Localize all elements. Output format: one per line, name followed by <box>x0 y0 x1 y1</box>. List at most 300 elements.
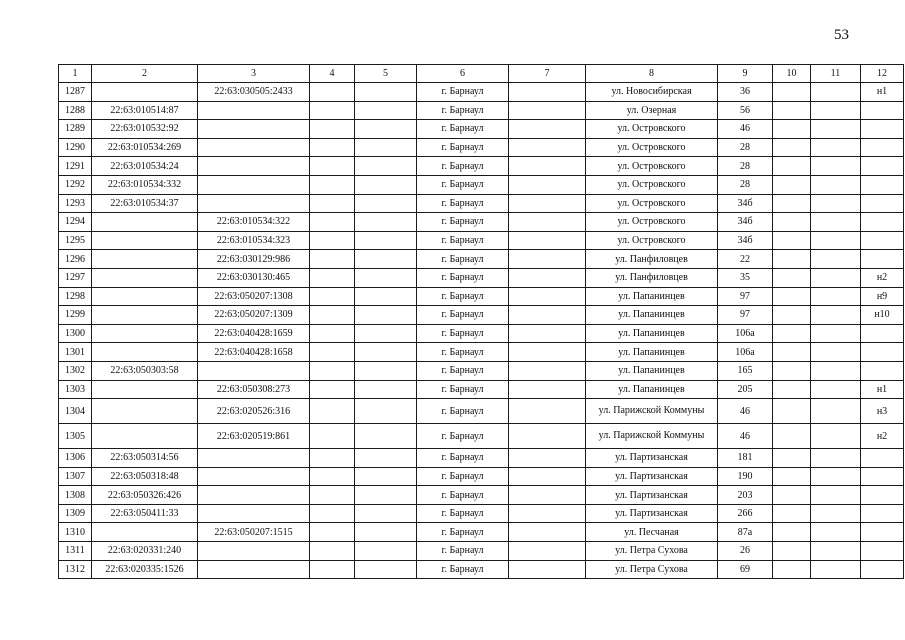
street-cell: ул. Островского <box>586 138 718 157</box>
house-number-cell: 36 <box>718 83 773 102</box>
col-10-cell <box>773 120 811 139</box>
row-number-cell: 1297 <box>59 268 92 287</box>
column-header-1: 1 <box>59 65 92 83</box>
house-number-cell: 190 <box>718 467 773 486</box>
house-number-cell: 35 <box>718 268 773 287</box>
cadastral-number-a-cell: 22:63:010532:92 <box>92 120 198 139</box>
cadastral-number-a-cell: 22:63:010534:37 <box>92 194 198 213</box>
col-5-cell <box>355 486 417 505</box>
col-11-cell <box>811 250 861 269</box>
cadastral-number-a-cell <box>92 380 198 399</box>
table-row <box>59 399 904 424</box>
col-4-cell <box>310 120 355 139</box>
col-5-cell <box>355 213 417 232</box>
table-row <box>59 250 904 269</box>
street-cell: ул. Озерная <box>586 101 718 120</box>
col-10-cell <box>773 380 811 399</box>
street-cell: ул. Островского <box>586 157 718 176</box>
col-7-cell <box>509 560 586 579</box>
cadastral-number-b-cell <box>198 504 310 523</box>
table-row <box>59 361 904 380</box>
note-cell <box>861 504 904 523</box>
col-4-cell <box>310 268 355 287</box>
col-5-cell <box>355 157 417 176</box>
note-cell <box>861 157 904 176</box>
row-number-cell: 1306 <box>59 449 92 468</box>
city-cell: г. Барнаул <box>417 268 509 287</box>
cadastral-number-a-cell: 22:63:020335:1526 <box>92 560 198 579</box>
col-10-cell <box>773 523 811 542</box>
table-row <box>59 175 904 194</box>
col-4-cell <box>310 213 355 232</box>
street-cell: ул. Петра Сухова <box>586 560 718 579</box>
city-cell: г. Барнаул <box>417 523 509 542</box>
city-cell: г. Барнаул <box>417 399 509 424</box>
street-cell: ул. Парижской Коммуны <box>586 399 718 424</box>
table-row <box>59 523 904 542</box>
city-cell: г. Барнаул <box>417 486 509 505</box>
city-cell: г. Барнаул <box>417 467 509 486</box>
cadastral-number-a-cell: 22:63:010534:332 <box>92 175 198 194</box>
col-5-cell <box>355 343 417 362</box>
col-11-cell <box>811 175 861 194</box>
cadastral-number-a-cell: 22:63:010514:87 <box>92 101 198 120</box>
table-row <box>59 138 904 157</box>
col-4-cell <box>310 523 355 542</box>
house-number-cell: 106а <box>718 343 773 362</box>
col-7-cell <box>509 424 586 449</box>
col-11-cell <box>811 542 861 561</box>
row-number-cell: 1294 <box>59 213 92 232</box>
city-cell: г. Барнаул <box>417 306 509 325</box>
city-cell: г. Барнаул <box>417 542 509 561</box>
note-cell: н9 <box>861 287 904 306</box>
cadastral-number-b-cell: 22:63:030130:465 <box>198 268 310 287</box>
row-number-cell: 1302 <box>59 361 92 380</box>
col-10-cell <box>773 250 811 269</box>
col-10-cell <box>773 449 811 468</box>
row-number-cell: 1304 <box>59 399 92 424</box>
col-7-cell <box>509 250 586 269</box>
col-7-cell <box>509 101 586 120</box>
col-10-cell <box>773 324 811 343</box>
street-cell: ул. Папанинцев <box>586 324 718 343</box>
note-cell <box>861 120 904 139</box>
table-row <box>59 83 904 102</box>
col-11-cell <box>811 380 861 399</box>
header-row <box>59 65 904 83</box>
city-cell: г. Барнаул <box>417 83 509 102</box>
house-number-cell: 28 <box>718 138 773 157</box>
column-header-11: 11 <box>811 65 861 83</box>
col-10-cell <box>773 467 811 486</box>
row-number-cell: 1312 <box>59 560 92 579</box>
cadastral-number-b-cell <box>198 175 310 194</box>
city-cell: г. Барнаул <box>417 560 509 579</box>
cadastral-number-b-cell <box>198 486 310 505</box>
table-row <box>59 467 904 486</box>
row-number-cell: 1298 <box>59 287 92 306</box>
city-cell: г. Барнаул <box>417 380 509 399</box>
cadastral-number-b-cell <box>198 194 310 213</box>
col-4-cell <box>310 361 355 380</box>
col-7-cell <box>509 287 586 306</box>
note-cell <box>861 486 904 505</box>
cadastral-number-a-cell <box>92 250 198 269</box>
row-number-cell: 1296 <box>59 250 92 269</box>
city-cell: г. Барнаул <box>417 120 509 139</box>
street-cell: ул. Панфиловцев <box>586 268 718 287</box>
col-7-cell <box>509 467 586 486</box>
col-11-cell <box>811 467 861 486</box>
house-number-cell: 34б <box>718 231 773 250</box>
cadastral-number-b-cell <box>198 560 310 579</box>
cadastral-number-a-cell <box>92 399 198 424</box>
col-4-cell <box>310 231 355 250</box>
col-11-cell <box>811 231 861 250</box>
house-number-cell: 28 <box>718 157 773 176</box>
cadastral-number-b-cell: 22:63:030129:986 <box>198 250 310 269</box>
note-cell <box>861 194 904 213</box>
cadastral-number-a-cell <box>92 306 198 325</box>
col-5-cell <box>355 361 417 380</box>
col-4-cell <box>310 560 355 579</box>
table-row <box>59 542 904 561</box>
col-5-cell <box>355 120 417 139</box>
street-cell: ул. Папанинцев <box>586 380 718 399</box>
column-header-5: 5 <box>355 65 417 83</box>
col-5-cell <box>355 560 417 579</box>
note-cell <box>861 343 904 362</box>
street-cell: ул. Парижской Коммуны <box>586 424 718 449</box>
cadastral-number-b-cell <box>198 542 310 561</box>
house-number-cell: 97 <box>718 287 773 306</box>
col-5-cell <box>355 324 417 343</box>
col-4-cell <box>310 175 355 194</box>
col-11-cell <box>811 560 861 579</box>
col-7-cell <box>509 120 586 139</box>
note-cell <box>861 231 904 250</box>
col-4-cell <box>310 399 355 424</box>
col-5-cell <box>355 250 417 269</box>
street-cell: ул. Новосибирская <box>586 83 718 102</box>
house-number-cell: 69 <box>718 560 773 579</box>
col-10-cell <box>773 486 811 505</box>
street-cell: ул. Папанинцев <box>586 361 718 380</box>
cadastral-number-b-cell: 22:63:030505:2433 <box>198 83 310 102</box>
col-7-cell <box>509 343 586 362</box>
house-number-cell: 34б <box>718 213 773 232</box>
city-cell: г. Барнаул <box>417 324 509 343</box>
note-cell: н1 <box>861 380 904 399</box>
col-4-cell <box>310 101 355 120</box>
cadastral-number-a-cell <box>92 268 198 287</box>
col-5-cell <box>355 194 417 213</box>
col-5-cell <box>355 138 417 157</box>
note-cell <box>861 213 904 232</box>
col-5-cell <box>355 380 417 399</box>
cadastral-number-b-cell: 22:63:020526:316 <box>198 399 310 424</box>
col-11-cell <box>811 523 861 542</box>
col-10-cell <box>773 343 811 362</box>
col-11-cell <box>811 138 861 157</box>
cadastral-number-b-cell: 22:63:050207:1515 <box>198 523 310 542</box>
note-cell <box>861 449 904 468</box>
street-cell: ул. Папанинцев <box>586 343 718 362</box>
cadastral-number-b-cell: 22:63:010534:323 <box>198 231 310 250</box>
col-5-cell <box>355 449 417 468</box>
col-10-cell <box>773 504 811 523</box>
street-cell: ул. Партизанская <box>586 467 718 486</box>
col-5-cell <box>355 467 417 486</box>
house-number-cell: 181 <box>718 449 773 468</box>
col-4-cell <box>310 306 355 325</box>
city-cell: г. Барнаул <box>417 231 509 250</box>
city-cell: г. Барнаул <box>417 287 509 306</box>
col-10-cell <box>773 424 811 449</box>
col-11-cell <box>811 157 861 176</box>
row-number-cell: 1300 <box>59 324 92 343</box>
col-5-cell <box>355 287 417 306</box>
col-4-cell <box>310 424 355 449</box>
col-10-cell <box>773 287 811 306</box>
table-row <box>59 101 904 120</box>
col-11-cell <box>811 194 861 213</box>
page-number: 53 <box>834 27 849 43</box>
col-5-cell <box>355 268 417 287</box>
col-10-cell <box>773 542 811 561</box>
col-11-cell <box>811 101 861 120</box>
col-10-cell <box>773 361 811 380</box>
street-cell: ул. Островского <box>586 120 718 139</box>
city-cell: г. Барнаул <box>417 361 509 380</box>
street-cell: ул. Островского <box>586 231 718 250</box>
col-5-cell <box>355 399 417 424</box>
note-cell <box>861 542 904 561</box>
city-cell: г. Барнаул <box>417 449 509 468</box>
col-5-cell <box>355 306 417 325</box>
note-cell: н1 <box>861 83 904 102</box>
cadastral-number-b-cell: 22:63:040428:1658 <box>198 343 310 362</box>
col-10-cell <box>773 231 811 250</box>
table-row <box>59 424 904 449</box>
col-5-cell <box>355 175 417 194</box>
cadastral-number-b-cell: 22:63:040428:1659 <box>198 324 310 343</box>
table-row <box>59 324 904 343</box>
cadastral-number-b-cell <box>198 138 310 157</box>
street-cell: ул. Петра Сухова <box>586 542 718 561</box>
table-row <box>59 449 904 468</box>
house-number-cell: 34б <box>718 194 773 213</box>
col-7-cell <box>509 324 586 343</box>
city-cell: г. Барнаул <box>417 424 509 449</box>
note-cell <box>861 523 904 542</box>
cadastral-number-a-cell: 22:63:010534:24 <box>92 157 198 176</box>
col-7-cell <box>509 138 586 157</box>
cadastral-number-a-cell <box>92 83 198 102</box>
column-header-3: 3 <box>198 65 310 83</box>
cadastral-number-a-cell: 22:63:050318:48 <box>92 467 198 486</box>
cadastral-number-a-cell: 22:63:050303:58 <box>92 361 198 380</box>
row-number-cell: 1311 <box>59 542 92 561</box>
cadastral-number-b-cell <box>198 449 310 468</box>
col-7-cell <box>509 194 586 213</box>
street-cell: ул. Папанинцев <box>586 287 718 306</box>
street-cell: ул. Островского <box>586 213 718 232</box>
note-cell <box>861 138 904 157</box>
city-cell: г. Барнаул <box>417 250 509 269</box>
col-4-cell <box>310 504 355 523</box>
col-5-cell <box>355 504 417 523</box>
col-10-cell <box>773 194 811 213</box>
house-number-cell: 46 <box>718 120 773 139</box>
col-11-cell <box>811 268 861 287</box>
note-cell: н3 <box>861 399 904 424</box>
row-number-cell: 1292 <box>59 175 92 194</box>
row-number-cell: 1295 <box>59 231 92 250</box>
col-11-cell <box>811 83 861 102</box>
house-number-cell: 165 <box>718 361 773 380</box>
row-number-cell: 1303 <box>59 380 92 399</box>
col-4-cell <box>310 467 355 486</box>
column-header-10: 10 <box>773 65 811 83</box>
col-4-cell <box>310 138 355 157</box>
city-cell: г. Барнаул <box>417 175 509 194</box>
col-7-cell <box>509 157 586 176</box>
cadastral-number-b-cell <box>198 361 310 380</box>
col-11-cell <box>811 504 861 523</box>
house-number-cell: 22 <box>718 250 773 269</box>
house-number-cell: 56 <box>718 101 773 120</box>
table-row <box>59 306 904 325</box>
note-cell: н10 <box>861 306 904 325</box>
col-10-cell <box>773 306 811 325</box>
row-number-cell: 1301 <box>59 343 92 362</box>
col-11-cell <box>811 449 861 468</box>
cadastral-number-a-cell <box>92 523 198 542</box>
col-4-cell <box>310 380 355 399</box>
cadastral-number-a-cell <box>92 424 198 449</box>
table-row <box>59 120 904 139</box>
cadastral-number-b-cell: 22:63:050308:273 <box>198 380 310 399</box>
col-4-cell <box>310 83 355 102</box>
col-7-cell <box>509 268 586 287</box>
col-11-cell <box>811 343 861 362</box>
cadastral-number-a-cell <box>92 231 198 250</box>
house-number-cell: 46 <box>718 399 773 424</box>
col-4-cell <box>310 343 355 362</box>
col-10-cell <box>773 268 811 287</box>
street-cell: ул. Партизанская <box>586 449 718 468</box>
row-number-cell: 1288 <box>59 101 92 120</box>
col-10-cell <box>773 138 811 157</box>
col-7-cell <box>509 306 586 325</box>
house-number-cell: 46 <box>718 424 773 449</box>
col-4-cell <box>310 324 355 343</box>
col-7-cell <box>509 175 586 194</box>
col-5-cell <box>355 523 417 542</box>
col-7-cell <box>509 231 586 250</box>
col-4-cell <box>310 250 355 269</box>
col-7-cell <box>509 380 586 399</box>
col-11-cell <box>811 306 861 325</box>
table-body <box>59 83 904 579</box>
note-cell <box>861 361 904 380</box>
table-row <box>59 213 904 232</box>
col-5-cell <box>355 424 417 449</box>
cadastral-number-b-cell <box>198 157 310 176</box>
row-number-cell: 1289 <box>59 120 92 139</box>
city-cell: г. Барнаул <box>417 194 509 213</box>
cadastral-number-a-cell <box>92 287 198 306</box>
col-7-cell <box>509 399 586 424</box>
cadastral-number-a-cell <box>92 213 198 232</box>
col-10-cell <box>773 175 811 194</box>
note-cell <box>861 250 904 269</box>
table-row <box>59 194 904 213</box>
row-number-cell: 1307 <box>59 467 92 486</box>
col-11-cell <box>811 213 861 232</box>
city-cell: г. Барнаул <box>417 138 509 157</box>
street-cell: ул. Партизанская <box>586 504 718 523</box>
col-4-cell <box>310 449 355 468</box>
city-cell: г. Барнаул <box>417 504 509 523</box>
house-number-cell: 87а <box>718 523 773 542</box>
col-4-cell <box>310 157 355 176</box>
col-7-cell <box>509 213 586 232</box>
col-5-cell <box>355 231 417 250</box>
table-row <box>59 343 904 362</box>
note-cell <box>861 101 904 120</box>
col-4-cell <box>310 287 355 306</box>
row-number-cell: 1299 <box>59 306 92 325</box>
col-4-cell <box>310 486 355 505</box>
column-header-12: 12 <box>861 65 904 83</box>
col-7-cell <box>509 523 586 542</box>
cadastral-number-b-cell <box>198 467 310 486</box>
house-number-cell: 203 <box>718 486 773 505</box>
col-5-cell <box>355 542 417 561</box>
note-cell: н2 <box>861 424 904 449</box>
street-cell: ул. Партизанская <box>586 486 718 505</box>
col-11-cell <box>811 399 861 424</box>
col-5-cell <box>355 83 417 102</box>
row-number-cell: 1293 <box>59 194 92 213</box>
col-10-cell <box>773 101 811 120</box>
col-10-cell <box>773 83 811 102</box>
table-row <box>59 504 904 523</box>
house-number-cell: 28 <box>718 175 773 194</box>
house-number-cell: 266 <box>718 504 773 523</box>
column-header-6: 6 <box>417 65 509 83</box>
cadastral-number-a-cell: 22:63:050326:426 <box>92 486 198 505</box>
house-number-cell: 97 <box>718 306 773 325</box>
column-header-7: 7 <box>509 65 586 83</box>
table-row <box>59 157 904 176</box>
house-number-cell: 26 <box>718 542 773 561</box>
table-row <box>59 287 904 306</box>
column-header-2: 2 <box>92 65 198 83</box>
col-11-cell <box>811 287 861 306</box>
col-7-cell <box>509 542 586 561</box>
cadastral-number-b-cell <box>198 120 310 139</box>
house-number-cell: 106а <box>718 324 773 343</box>
col-10-cell <box>773 560 811 579</box>
col-10-cell <box>773 399 811 424</box>
cadastral-number-b-cell: 22:63:050207:1309 <box>198 306 310 325</box>
cadastral-number-b-cell: 22:63:010534:322 <box>198 213 310 232</box>
cadastral-number-a-cell: 22:63:050314:56 <box>92 449 198 468</box>
